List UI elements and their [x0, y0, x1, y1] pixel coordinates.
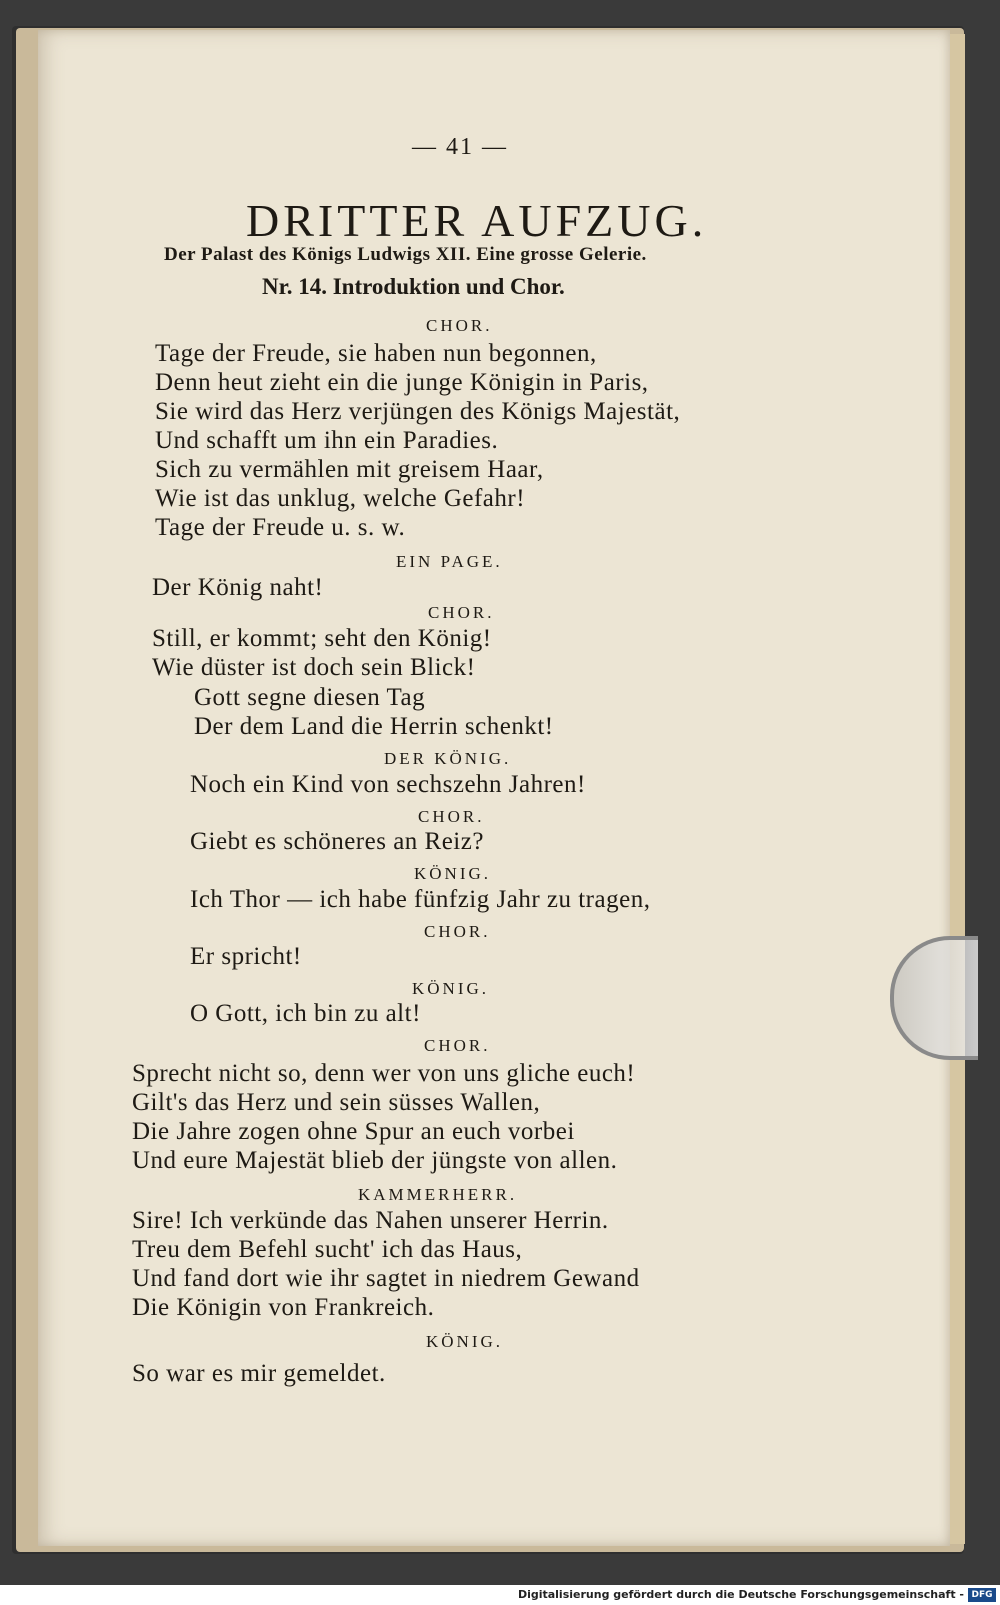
verse-line: O Gott, ich bin zu alt!: [190, 1000, 421, 1027]
verse-line: Noch ein Kind von sechszehn Jahren!: [190, 771, 586, 798]
verse-line: Der König naht!: [152, 574, 324, 601]
verse-line: Tage der Freude u. s. w.: [155, 514, 406, 541]
speaker-name: KAMMERHERR.: [358, 1185, 518, 1204]
footer-bar: [0, 1585, 1000, 1605]
speaker-name: DER KÖNIG.: [384, 749, 512, 768]
verse-line: So war es mir gemeldet.: [132, 1360, 386, 1387]
verse-line: Sich zu vermählen mit greisem Haar,: [155, 456, 544, 483]
number-heading: Nr. 14. Introduktion und Chor.: [262, 274, 565, 299]
verse-line: Die Königin von Frankreich.: [132, 1294, 435, 1321]
verse-line: Und fand dort wie ihr sagtet in niedrem Gewand: [132, 1265, 640, 1292]
verse-line: Denn heut zieht ein die junge Königin in Paris,: [155, 369, 649, 396]
speaker-name: CHOR.: [426, 316, 493, 335]
verse-line: Die Jahre zogen ohne Spur an euch vorbei: [132, 1118, 575, 1145]
speaker-name: EIN PAGE.: [396, 552, 503, 571]
verse-line: Gilt's das Herz und sein süsses Wallen,: [132, 1089, 541, 1116]
speaker-name: CHOR.: [418, 807, 485, 826]
verse-line: Giebt es schöneres an Reiz?: [190, 828, 484, 855]
verse-line: Gott segne diesen Tag: [194, 684, 426, 711]
verse-line: Er spricht!: [190, 943, 302, 970]
footer-credit: Digitalisierung gefördert durch die Deutsche Forschungsgemeinschaft -: [517, 1588, 964, 1601]
page-stack-edge: [948, 34, 965, 1544]
verse-line: Wie ist das unklug, welche Gefahr!: [155, 485, 526, 512]
verse-line: Und eure Majestät blieb der jüngste von allen.: [132, 1147, 618, 1174]
speaker-name: KÖNIG.: [412, 979, 490, 998]
verse-line: Sire! Ich verkünde das Nahen unserer Herrin.: [132, 1207, 609, 1234]
speaker-name: KÖNIG.: [426, 1332, 504, 1351]
verse-line: Sprecht nicht so, denn wer von uns gliche euch!: [132, 1060, 636, 1087]
verse-line: Tage der Freude, sie haben nun begonnen,: [155, 340, 597, 367]
verse-line: Und schafft um ihn ein Paradies.: [155, 427, 499, 454]
verse-line: Treu dem Befehl sucht' ich das Haus,: [132, 1236, 523, 1263]
verse-line: Der dem Land die Herrin schenkt!: [194, 713, 554, 740]
speaker-name: KÖNIG.: [414, 864, 492, 883]
dfg-logo: DFG: [968, 1588, 996, 1602]
speaker-name: CHOR.: [424, 922, 491, 941]
scene-setting: Der Palast des Königs Ludwigs XII. Eine grosse Gelerie.: [164, 244, 647, 265]
speaker-name: CHOR.: [428, 603, 495, 622]
verse-line: Wie düster ist doch sein Blick!: [152, 654, 476, 681]
speaker-name: CHOR.: [424, 1036, 491, 1055]
act-title: DRITTER AUFZUG.: [246, 195, 708, 246]
page-number: — 41 —: [412, 134, 508, 160]
verse-line: Sie wird das Herz verjüngen des Königs Majestät,: [155, 398, 681, 425]
verse-line: Still, er kommt; seht den König!: [152, 625, 492, 652]
verse-line: Ich Thor — ich habe fünfzig Jahr zu tragen,: [190, 886, 651, 913]
